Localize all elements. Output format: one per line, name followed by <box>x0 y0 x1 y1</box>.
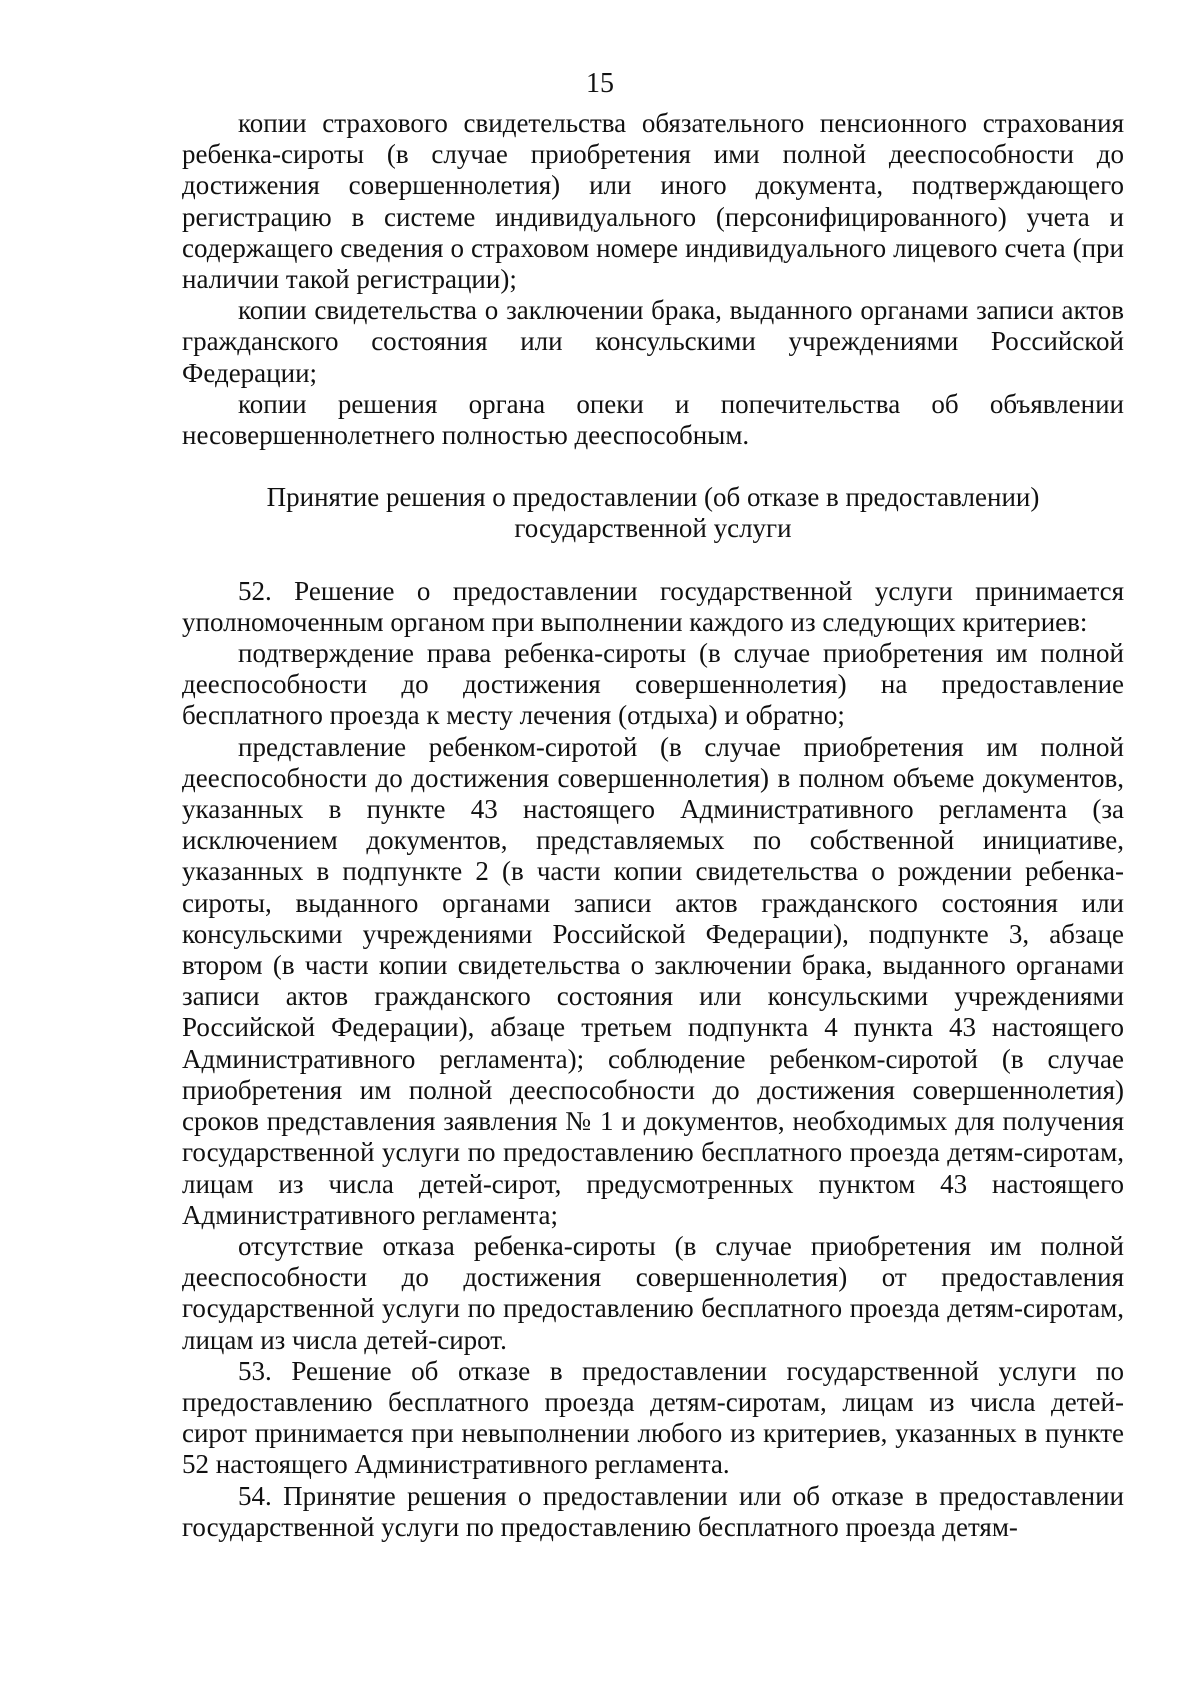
paragraph-snils-copy: копии страхового свидетельства обязательного пенсионного страхования ребенка-сироты (в случае приобретения ими полной дееспособности до достижения совершеннолетия) или иного документа, подтверждающего регистрацию в системе индивидуального (персонифицированного) учета и содержащего сведения о страховом номере индивидуального лицевого счета (при наличии такой регистрации); <box>182 108 1124 295</box>
paragraph-guardianship-decision: копии решения органа опеки и попечительства об объявлении несовершеннолетнего полностью дееспособным. <box>182 388 1124 451</box>
section-heading-line-1: Принятие решения о предоставлении (об отказе в предоставлении) <box>266 482 1040 513</box>
paragraph-53: 53. Решение об отказе в предоставлении государственной услуги по предоставлению бесплатного проезда детям-сиротам, лицам из числа детей-сирот принимается при невыполнении любого из критериев, указанных в пункте 52 настоящего Административного регламента. <box>182 1355 1124 1480</box>
paragraph-criterion-documents: представление ребенком-сиротой (в случае приобретения им полной дееспособности до достижения совершеннолетия) в полном объеме документов, указанных в пункте 43 настоящего Административного регламента (за исключением документов, представляемых по собственной инициативе, указанных в подпункте 2 (в части копии свидетельства о рождении ребенка-сироты, выданного органами записи актов гражданского состояния или консульскими учреждениями Российской Федерации), подпункте 3, абзаце втором (в части копии свидетельства о заключении брака, выданного органами записи актов гражданского состояния или консульскими учреждениями Российской Федерации), абзаце третьем подпункта 4 пункта 43 настоящего Административного регламента); соблюдение ребенком-сиротой (в случае приобретения им полной дееспособности до достижения совершеннолетия) сроков представления заявления № 1 и документов, необходимых для получения государственной услуги по предоставлению бесплатного проезда детям-сиротам, лицам из числа детей-сирот, предусмотренных пунктом 43 настоящего Административного регламента; <box>182 731 1124 1230</box>
section-heading-line-2: государственной услуги <box>514 513 792 544</box>
page-number: 15 <box>586 68 614 99</box>
paragraph-54: 54. Принятие решения о предоставлении или об отказе в предоставлении государственной услуги по предоставлению бесплатного проезда детям- <box>182 1480 1124 1542</box>
paragraph-criterion-right: подтверждение права ребенка-сироты (в случае приобретения им полной дееспособности до достижения совершеннолетия) на предоставление бесплатного проезда к месту лечения (отдыха) и обратно; <box>182 638 1124 731</box>
document-body <box>182 108 1124 1543</box>
paragraph-criterion-no-refusal: отсутствие отказа ребенка-сироты (в случае приобретения им полной дееспособности до достижения совершеннолетия) от предоставления государственной услуги по предоставлению бесплатного проезда детям-сиротам, лицам из числа детей-сирот. <box>182 1230 1124 1355</box>
paragraph-52: 52. Решение о предоставлении государственной услуги принимается уполномоченным органом при выполнении каждого из следующих критериев: <box>182 575 1124 637</box>
paragraph-marriage-certificate: копии свидетельства о заключении брака, выданного органами записи актов гражданского состояния или консульскими учреждениями Российской Федерации; <box>182 295 1124 388</box>
section-heading <box>182 482 1124 544</box>
